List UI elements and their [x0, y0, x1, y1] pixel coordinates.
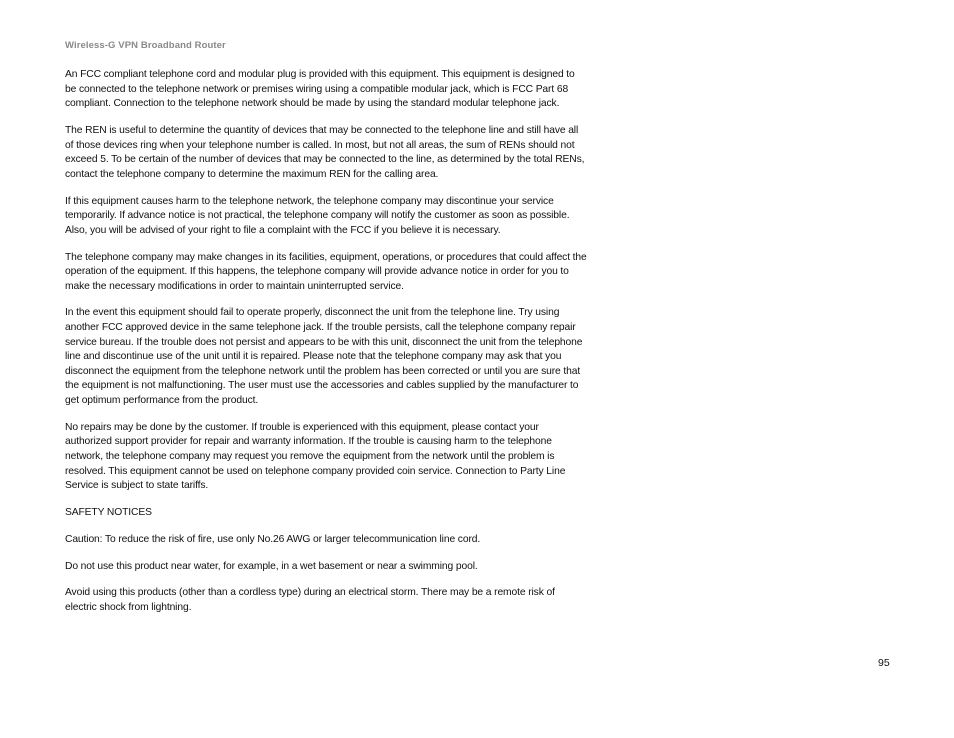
paragraph-fcc-cord: An FCC compliant telephone cord and modular plug is provided with this equipment. This equipment is designed to be connected to the telephone network or premises wiring using a compatible modular jack, which is FCC Part 68 compliant. Connection to the telephone network should be made by using the standard modular telephone jack. [65, 69, 575, 110]
page-number: 95 [878, 657, 890, 669]
page-header: Wireless-G VPN Broadband Router [65, 40, 226, 51]
paragraph-malfunction: In the event this equipment should fail to operate properly, disconnect the unit from the telephone line. Try using another FCC approved device in the same telephone jack. If the trouble persists, call the telephone company repair service bureau. If the trouble does not persist and appears to be with this unit, disconnect the unit from the telephone line and discontinue use of the unit until it is repaired. Please note that the telephone company may ask that you disconnect the equipment from the telephone network until the problem has been corrected or until you are sure that the equipment is not malfunctioning. The user must use the accessories and cables supplied by the manufacturer to get optimum performance from the product. [65, 307, 583, 407]
document-body [65, 68, 588, 628]
paragraph-water: Do not use this product near water, for example, in a wet basement or near a swimming pool. [65, 560, 478, 572]
paragraph-repairs: No repairs may be done by the customer. If trouble is experienced with this equipment, please contact your authorized support provider for repair and warranty information. If the trouble is causing harm to the telephone network, the telephone company may request you remove the equipment from the network until the problem is resolved. This equipment cannot be used on telephone company provided coin service. Connection to Party Line Service is subject to state tariffs. [65, 421, 566, 492]
paragraph-storm: Avoid using this products (other than a cordless type) during an electrical storm. There may be a remote risk of electric shock from lightning. [65, 587, 555, 613]
paragraph-changes: The telephone company may make changes in its facilities, equipment, operations, or procedures that could affect the operation of the equipment. If this happens, the telephone company will provide advance notice in order for you to make the necessary modifications in order to maintain uninterrupted service. [65, 251, 587, 292]
paragraph-ren: The REN is useful to determine the quantity of devices that may be connected to the telephone line and still have all of those devices ring when your telephone number is called. In most, but not all areas, the sum of RENs should not exceed 5. To be certain of the number of devices that may be connected to the line, as determined by the total RENs, contact the telephone company to determine the maximum REN for the calling area. [65, 124, 585, 180]
safety-notices-heading: SAFETY NOTICES [65, 506, 152, 518]
paragraph-caution-fire: Caution: To reduce the risk of fire, use only No.26 AWG or larger telecommunication line cord. [65, 533, 481, 545]
paragraph-harm: If this equipment causes harm to the telephone network, the telephone company may discontinue your service temporarily. If advance notice is not practical, the telephone company will notify the customer as soon as possible. Also, you will be advised of your right to file a complaint with the FCC if you believe it is necessary. [65, 195, 570, 236]
